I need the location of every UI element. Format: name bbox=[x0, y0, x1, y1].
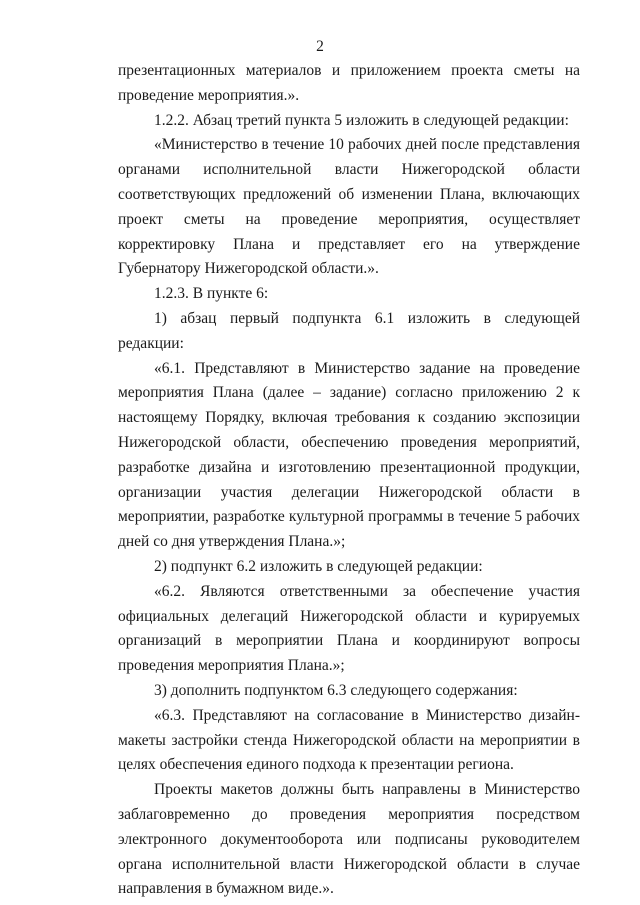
paragraph-subitem-2: 2) подпункт 6.2 изложить в следующей редакции: bbox=[154, 557, 483, 575]
paragraph-subitem-3: 3) дополнить подпунктом 6.3 следующего содержания: bbox=[154, 681, 518, 699]
paragraph-subitem-1: 1) абзац первый подпункта 6.1 изложить в следующей редакции: bbox=[118, 309, 580, 352]
paragraph-6-2-text: «6.2. Являются ответственными за обеспечение участия официальных делегаций Нижегородской области и курируемых организаций в мероприятии Плана и координируют вопросы проведения мероприятия Плана.»; bbox=[118, 582, 580, 675]
paragraph-ministry-plan-correction: «Министерство в течение 10 рабочих дней после представления органами исполнительной власти Нижегородской области соответствующих предложений об изменении Плана, включающих проект сметы на проведение мероприятия, осуществляет корректировку Плана и представляет его на утверждение Губернатору Нижегородской области.». bbox=[118, 136, 580, 278]
paragraph-layout-projects: Проекты макетов должны быть направлены в Министерство заблаговременно до проведения мероприятия посредством электронного документооборота или подписаны руководителем органа исполнительной власти Нижегородской области в случае направления в бумажном виде.». bbox=[118, 781, 580, 898]
paragraph-continuation: презентационных материалов и приложением проекта сметы на проведение мероприятия.». bbox=[118, 62, 580, 104]
paragraph-6-3-text: «6.3. Представляют на согласование в Министерство дизайн-макеты застройки стенда Нижегородской области на мероприятии в целях обеспечения единого подхода к презентации региона. bbox=[118, 706, 580, 774]
document-body bbox=[118, 59, 580, 902]
paragraph-1-2-3-heading: 1.2.3. В пункте 6: bbox=[154, 285, 269, 303]
paragraph-6-1-text: «6.1. Представляют в Министерство задание на проведение мероприятия Плана (далее – задание) согласно приложению 2 к настоящему Порядку, включая требования к созданию экспозиции Нижегородской области, обеспечению проведения мероприятий, разработке дизайна и изготовлению презентационной продукции, организации участия делегации Нижегородской области в мероприятии, разработке культурной программы в течение 5 рабочих дней со дня утверждения Плана.»; bbox=[118, 359, 580, 551]
page-number: 2 bbox=[316, 38, 324, 55]
paragraph-1-2-2-heading: 1.2.2. Абзац третий пункта 5 изложить в следующей редакции: bbox=[154, 111, 569, 129]
